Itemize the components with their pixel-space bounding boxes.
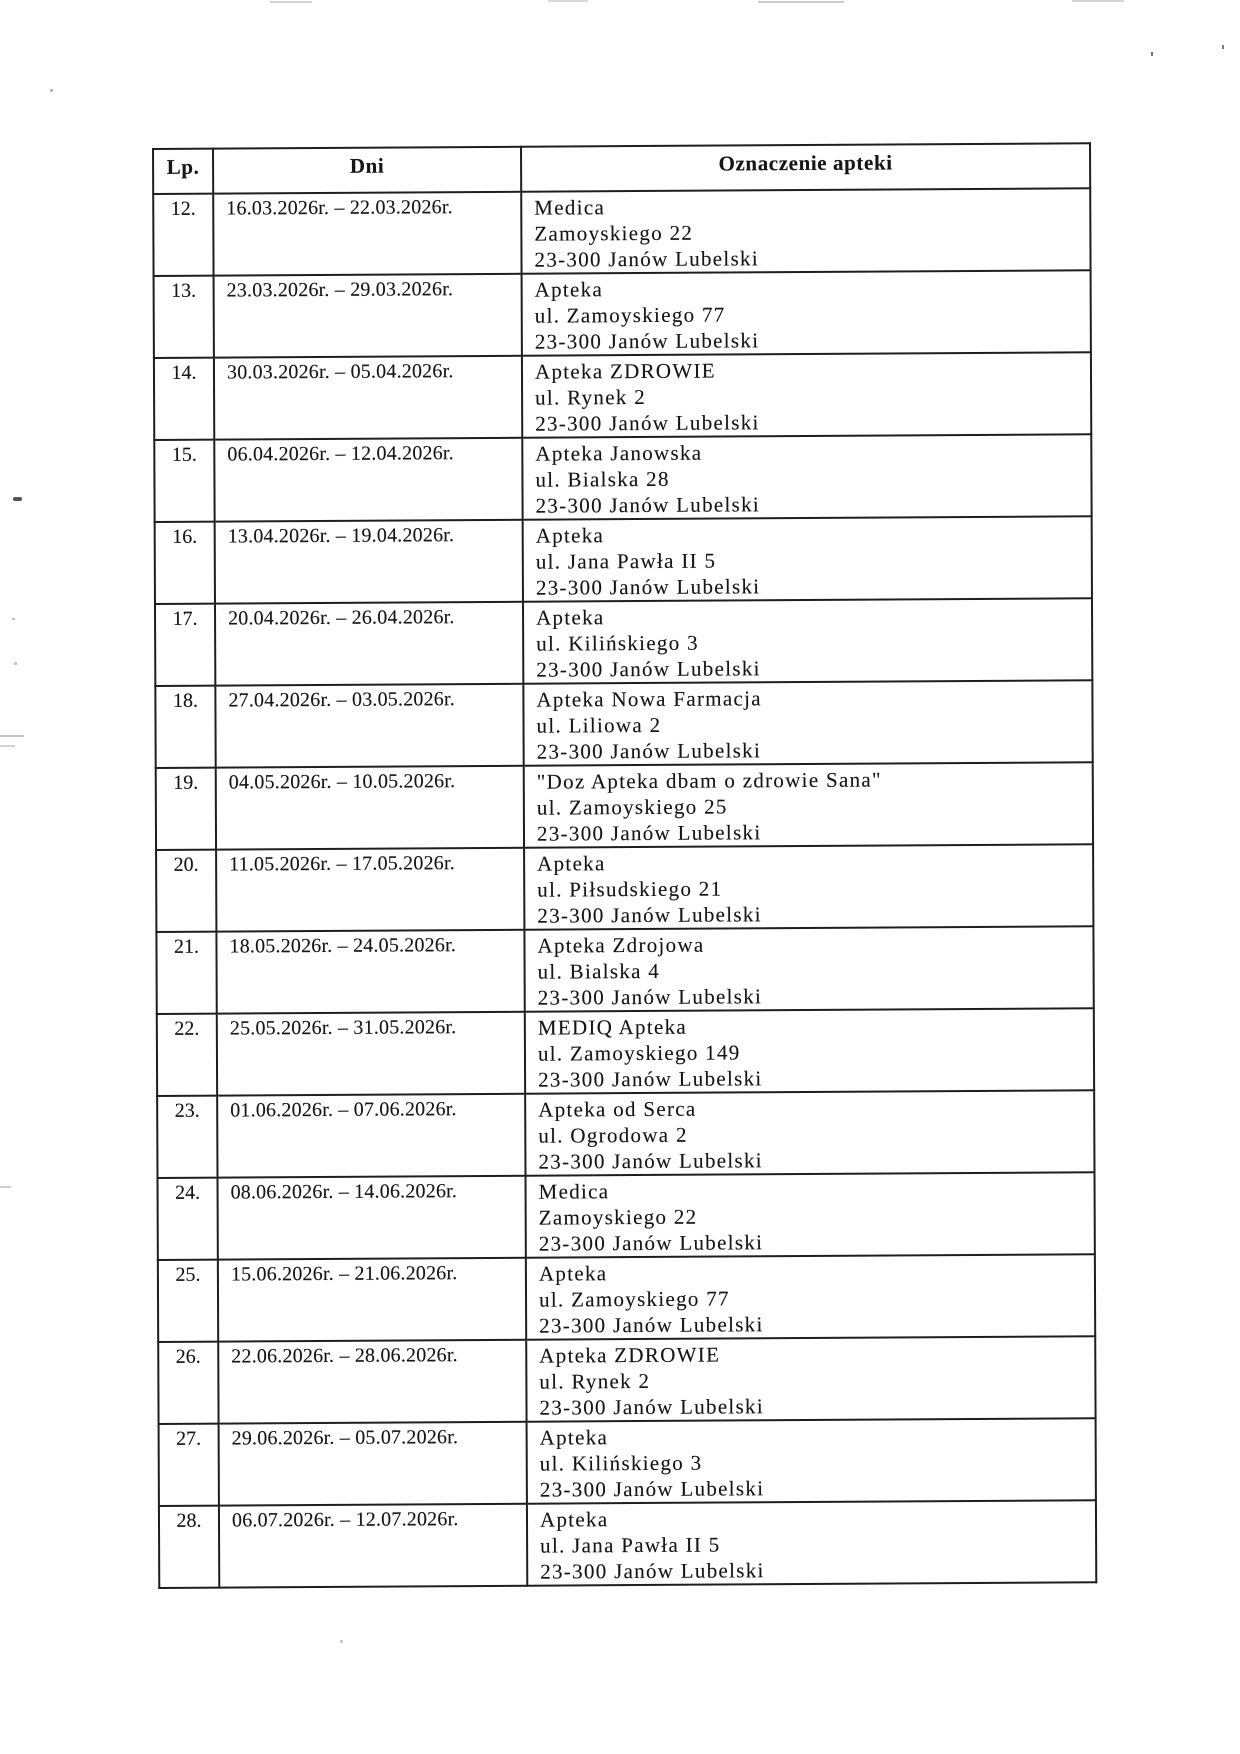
pharmacy-line: Apteka ZDROWIE [539, 1342, 721, 1368]
pharmacy-line: 23-300 Janów Lubelski [538, 1148, 763, 1174]
date-range: 18.05.2026r. – 24.05.2026r. [216, 930, 524, 1014]
table-row [159, 1500, 1096, 1588]
table-header-row [153, 143, 1090, 194]
pharmacy-line: ul. Ogrodowa 2 [538, 1122, 688, 1148]
pharmacy-line: Apteka [538, 1261, 608, 1286]
pharmacy-line: Apteka [535, 523, 605, 548]
date-range: 27.04.2026r. – 03.05.2026r. [215, 684, 523, 768]
pharmacy-line: Apteka [539, 1507, 609, 1532]
pharmacy-line: MEDIQ Apteka [537, 1014, 688, 1040]
duty-schedule-table [152, 142, 1097, 1589]
row-number: 25. [158, 1260, 218, 1342]
pharmacy-line: 23-300 Janów Lubelski [534, 246, 760, 272]
row-number: 24. [157, 1178, 217, 1260]
pharmacy-line: ul. Piłsudskiego 21 [537, 876, 723, 902]
pharmacy-line: Apteka [534, 277, 604, 302]
table-row [158, 1254, 1095, 1342]
pharmacy-line: ul. Rynek 2 [535, 384, 647, 410]
scan-artifact [0, 745, 15, 747]
table-row [156, 844, 1093, 932]
pharmacy-line: ul. Zamoyskiego 77 [534, 302, 726, 328]
pharmacy-info [521, 188, 1090, 273]
pharmacy-line: "Doz Apteka dbam o zdrowie Sana" [536, 767, 882, 794]
table-row [156, 926, 1093, 1014]
date-range: 23.03.2026r. – 29.03.2026r. [214, 274, 522, 358]
pharmacy-info [524, 926, 1093, 1011]
scan-artifact [0, 735, 24, 737]
schedule-rows [153, 188, 1096, 1588]
date-range: 06.04.2026r. – 12.04.2026r. [214, 438, 522, 522]
pharmacy-line: Medica [538, 1179, 610, 1204]
table-row [156, 762, 1093, 850]
row-number: 23. [157, 1096, 217, 1178]
date-range: 20.04.2026r. – 26.04.2026r. [215, 602, 523, 686]
pharmacy-line: ul. Bialska 28 [535, 466, 670, 492]
pharmacy-line: ul. Liliowa 2 [536, 712, 662, 738]
scan-artifact [50, 89, 53, 92]
scan-artifact [13, 497, 22, 501]
pharmacy-info [527, 1500, 1096, 1585]
pharmacy-line: Apteka [537, 851, 606, 876]
row-number: 15. [154, 440, 214, 522]
pharmacy-line: ul. Zamoyskiego 25 [536, 794, 728, 820]
pharmacy-line: Apteka Nowa Farmacja [536, 686, 762, 712]
table-row [157, 1090, 1094, 1178]
pharmacy-info [526, 1254, 1095, 1339]
pharmacy-line: Zamoyskiego 22 [538, 1204, 698, 1230]
date-range: 04.05.2026r. – 10.05.2026r. [216, 766, 524, 850]
table-row [155, 598, 1092, 686]
date-range: 25.05.2026r. – 31.05.2026r. [217, 1012, 525, 1096]
scan-artifact [1072, 0, 1124, 2]
scan-artifact [340, 1640, 343, 1643]
pharmacy-line: 23-300 Janów Lubelski [534, 328, 760, 354]
date-range: 30.03.2026r. – 05.04.2026r. [214, 356, 522, 440]
row-number: 17. [155, 604, 215, 686]
pharmacy-line: ul. Kilińskiego 3 [539, 1450, 703, 1476]
pharmacy-line: Apteka Janowska [535, 440, 703, 466]
pharmacy-line: 23-300 Janów Lubelski [538, 1230, 764, 1256]
pharmacy-info [523, 516, 1092, 601]
pharmacy-line: Zamoyskiego 22 [534, 220, 694, 246]
table-row [159, 1418, 1096, 1506]
table-row [157, 1008, 1094, 1096]
date-range: 22.06.2026r. – 28.06.2026r. [218, 1340, 526, 1424]
pharmacy-line: 23-300 Janów Lubelski [536, 820, 762, 846]
pharmacy-duty-table [152, 142, 1097, 1589]
scan-artifact [1151, 52, 1153, 56]
pharmacy-line: Apteka ZDROWIE [534, 358, 716, 384]
pharmacy-info [524, 844, 1093, 929]
pharmacy-info [522, 434, 1091, 519]
table-row [155, 680, 1092, 768]
pharmacy-line: 23-300 Janów Lubelski [535, 410, 760, 436]
pharmacy-line: 23-300 Janów Lubelski [539, 1312, 764, 1338]
row-number: 12. [153, 194, 213, 276]
date-range: 11.05.2026r. – 17.05.2026r. [216, 848, 524, 932]
date-range: 13.04.2026r. – 19.04.2026r. [215, 520, 523, 604]
header-dni: Dni [213, 147, 521, 194]
pharmacy-line: 23-300 Janów Lubelski [539, 1476, 765, 1502]
row-number: 13. [154, 276, 214, 358]
table-row [157, 1172, 1094, 1260]
pharmacy-line: Medica [534, 195, 606, 220]
header-apteka: Oznaczenie apteki [521, 143, 1090, 191]
pharmacy-line: Apteka [536, 605, 605, 630]
pharmacy-info [523, 680, 1092, 765]
scan-artifact [12, 618, 15, 620]
pharmacy-info [525, 1172, 1094, 1257]
scan-artifact [0, 1186, 11, 1188]
pharmacy-info [522, 352, 1091, 437]
date-range: 29.06.2026r. – 05.07.2026r. [219, 1422, 527, 1506]
pharmacy-line: ul. Kilińskiego 3 [536, 630, 699, 656]
date-range: 15.06.2026r. – 21.06.2026r. [218, 1258, 526, 1342]
pharmacy-line: ul. Jana Pawła II 5 [540, 1532, 721, 1558]
pharmacy-line: 23-300 Janów Lubelski [537, 984, 763, 1010]
table-row [153, 188, 1090, 276]
pharmacy-line: 23-300 Janów Lubelski [537, 902, 762, 928]
table-row [154, 434, 1091, 522]
pharmacy-info [522, 270, 1091, 355]
pharmacy-line: 23-300 Janów Lubelski [536, 738, 762, 764]
row-number: 20. [156, 850, 216, 932]
pharmacy-line: 23-300 Janów Lubelski [538, 1066, 763, 1092]
date-range: 16.03.2026r. – 22.03.2026r. [213, 192, 521, 276]
row-number: 19. [156, 768, 216, 850]
pharmacy-line: ul. Jana Pawła II 5 [535, 548, 717, 574]
pharmacy-line: ul. Rynek 2 [539, 1368, 651, 1394]
row-number: 28. [159, 1506, 219, 1588]
pharmacy-line: Apteka od Serca [538, 1096, 697, 1122]
scan-artifact [14, 662, 17, 665]
pharmacy-info [525, 1090, 1094, 1175]
pharmacy-line: 23-300 Janów Lubelski [536, 656, 761, 682]
pharmacy-info [524, 762, 1093, 847]
pharmacy-line: Apteka Zdrojowa [537, 932, 705, 958]
pharmacy-line: 23-300 Janów Lubelski [535, 492, 761, 518]
pharmacy-info [526, 1336, 1095, 1421]
date-range: 01.06.2026r. – 07.06.2026r. [217, 1094, 525, 1178]
table-row [154, 352, 1091, 440]
table-row [155, 516, 1092, 604]
header-lp: Lp. [153, 149, 213, 194]
pharmacy-line: ul. Bialska 4 [537, 958, 661, 984]
pharmacy-info [527, 1418, 1096, 1503]
pharmacy-line: Apteka [539, 1425, 609, 1450]
scan-artifact [548, 0, 588, 2]
scan-artifact [1222, 45, 1224, 49]
row-number: 27. [159, 1424, 219, 1506]
scan-artifact [270, 1, 312, 3]
table-row [158, 1336, 1095, 1424]
row-number: 22. [157, 1014, 217, 1096]
pharmacy-line: ul. Zamoyskiego 149 [537, 1040, 741, 1066]
pharmacy-line: ul. Zamoyskiego 77 [538, 1286, 730, 1312]
row-number: 18. [155, 686, 215, 768]
row-number: 26. [158, 1342, 218, 1424]
row-number: 16. [155, 522, 215, 604]
pharmacy-line: 23-300 Janów Lubelski [535, 574, 761, 600]
pharmacy-info [523, 598, 1092, 683]
date-range: 06.07.2026r. – 12.07.2026r. [219, 1504, 527, 1588]
table-row [154, 270, 1091, 358]
pharmacy-info [525, 1008, 1094, 1093]
row-number: 14. [154, 358, 214, 440]
scan-artifact [758, 1, 844, 3]
pharmacy-line: 23-300 Janów Lubelski [540, 1558, 765, 1584]
row-number: 21. [156, 932, 216, 1014]
pharmacy-line: 23-300 Janów Lubelski [539, 1394, 765, 1420]
date-range: 08.06.2026r. – 14.06.2026r. [217, 1176, 525, 1260]
